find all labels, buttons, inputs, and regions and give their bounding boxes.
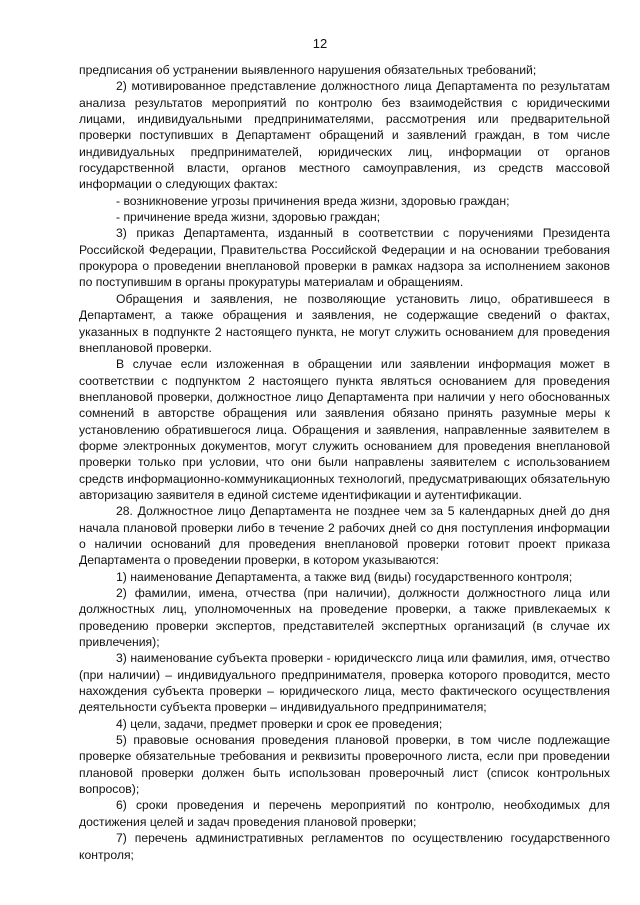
paragraph: 28. Должностное лицо Департамента не позднее чем за 5 календарных дней до дня начала плановой проверки либо в течение 2 рабочих дней со дня поступления информации о наличии оснований для проведения внеплановой проверки готовит проект приказа Департамента о проведении проверки, в котором указываются: (79, 504, 610, 568)
paragraph: 7) перечень административных регламентов по осуществлению государственного контроля; (79, 831, 610, 862)
paragraph: 6) сроки проведения и перечень мероприятий по контролю, необходимых для достижения целей и задач проведения плановой проверки; (79, 798, 610, 829)
paragraph: В случае если изложенная в обращении или заявлении информация может в соответствии с подпунктом 2 настоящего пункта являться основанием для проведения внеплановой проверки, должностное лицо Департамента при наличии у него обоснованных сомнений в авторстве обращения или заявления обязано принять разумные меры к установлению обратившегося лица. Обращения и заявления, направленные заявителем в форме электронных документов, могут служить основанием для проведения внеплановой проверки только при условии, что они были направлены заявителем с использованием средств информационно-коммуникационных технологий, предусматривающих обязательную авторизацию заявителя в единой системе идентификации и аутентификации. (79, 357, 610, 502)
paragraph: - причинение вреда жизни, здоровью граждан; (116, 210, 381, 225)
paragraph: 4) цели, задачи, предмет проверки и срок ее проведения; (116, 716, 443, 731)
paragraph: 3) приказ Департамента, изданный в соответствии с поручениями Президента Российской Федерации, Правительства Российской Федерации и на основании требования прокурора о проведении внеплановой проверки в рамках надзора за исполнением законов по поступившим в органы прокуратуры материалам и обращениям. (79, 226, 610, 290)
document-body (79, 62, 610, 863)
paragraph: - возникновение угрозы причинения вреда жизни, здоровью граждан; (116, 193, 510, 208)
paragraph: 5) правовые основания проведения плановой проверки, в том числе подлежащие проверке обязательные требования и реквизиты проверочного листа, если при проведении плановой проверки должен быть использован проверочный лист (список контрольных вопросов); (79, 733, 610, 797)
paragraph: 2) мотивированное представление должностного лица Департамента по результатам анализа результатов мероприятий по контролю без взаимодействия с юридическими лицами, индивидуальными предпринимателями, рассмотрения или предварительной проверки поступивших в Департамент обращений и заявлений граждан, в том числе индивидуальных предпринимателей, юридических лиц, информации от органов государственной власти, органов местного самоуправления, из средств массовой информации о следующих фактах: (79, 79, 610, 192)
paragraph: 3) наименование субъекта проверки - юридическсго лица или фамилия, имя, отчество (при наличии) – индивидуального предпринимателя, проверка которого проводится, место нахождения субъекта проверки – юридического лица, место фактического осуществления деятельности субъекта проверки – индивидуального предпринимателя; (79, 651, 610, 715)
paragraph: предписания об устранении выявленного нарушения обязательных требований; (79, 63, 537, 77)
page-number: 12 (312, 36, 328, 51)
paragraph: Обращения и заявления, не позволяющие установить лицо, обратившееся в Департамент, а также обращения и заявления, не содержащие сведений о фактах, указанных в подпункте 2 настоящего пункта, не могут служить основанием для проведения внеплановой проверки. (79, 291, 610, 355)
paragraph: 2) фамилии, имена, отчества (при наличии), должности должностного лица или должностных лиц, уполномоченных на проведение проверки, а также привлекаемых к проведению проверки экспертов, представителей экспертных организаций (в случае их привлечения); (79, 586, 610, 650)
paragraph: 1) наименование Департамента, а также вид (виды) государственного контроля; (116, 569, 573, 584)
